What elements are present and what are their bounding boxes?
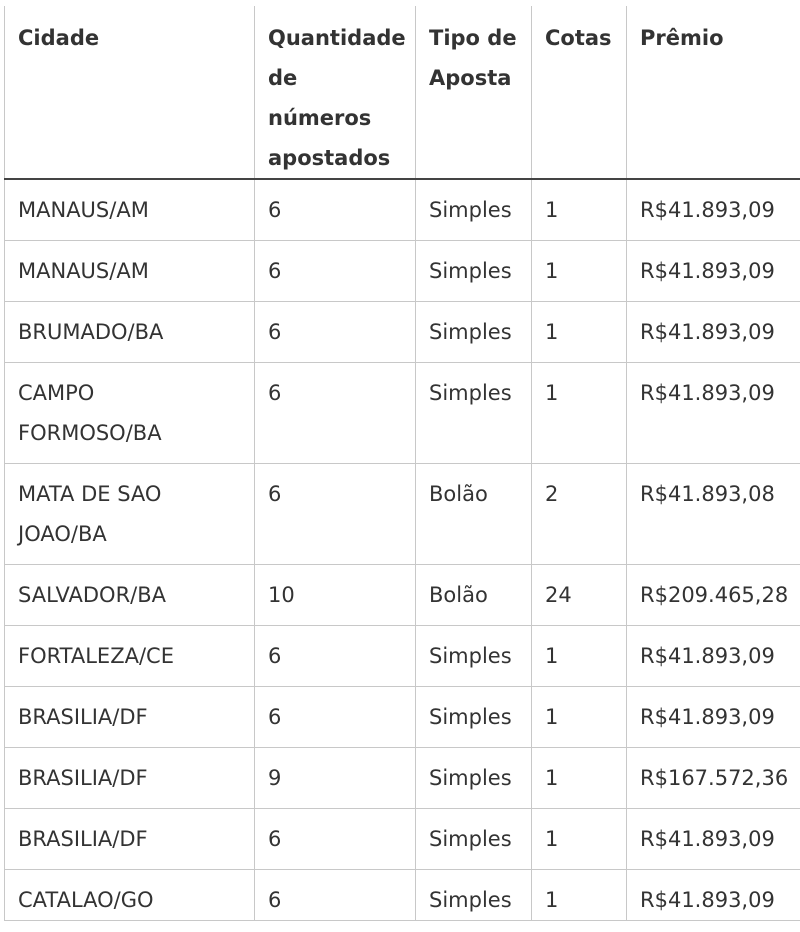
cell-premio: R$41.893,09 (627, 687, 800, 748)
cell-tipo: Simples (416, 626, 532, 687)
cell-tipo: Simples (416, 302, 532, 363)
table-row (5, 464, 800, 565)
table-row (5, 302, 800, 363)
cell-tipo: Simples (416, 179, 532, 241)
cell-quantidade: 6 (255, 809, 416, 870)
cell-cotas: 1 (532, 687, 627, 748)
table-row (5, 241, 800, 302)
cell-cotas: 1 (532, 241, 627, 302)
cell-quantidade: 6 (255, 363, 416, 464)
cell-quantidade: 6 (255, 179, 416, 241)
header-quantidade: Quantidade de números apostados (255, 6, 416, 179)
table-header (5, 6, 800, 179)
cell-premio: R$41.893,08 (627, 464, 800, 565)
cell-cidade: CAMPO FORMOSO/BA (5, 363, 255, 464)
cell-premio: R$41.893,09 (627, 870, 800, 921)
cell-cotas: 2 (532, 464, 627, 565)
cell-cidade: MATA DE SAO JOAO/BA (5, 464, 255, 565)
table-row (5, 687, 800, 748)
cell-cotas: 24 (532, 565, 627, 626)
table-body (5, 179, 800, 921)
cell-tipo: Simples (416, 748, 532, 809)
table-row (5, 748, 800, 809)
cell-cidade: BRUMADO/BA (5, 302, 255, 363)
cell-tipo: Simples (416, 870, 532, 921)
header-tipo: Tipo de Aposta (416, 6, 532, 179)
cell-premio: R$41.893,09 (627, 809, 800, 870)
cell-cidade: BRASILIA/DF (5, 748, 255, 809)
cell-tipo: Bolão (416, 565, 532, 626)
header-row (5, 6, 800, 179)
table-row (5, 809, 800, 870)
cell-tipo: Simples (416, 241, 532, 302)
cell-premio: R$41.893,09 (627, 179, 800, 241)
cell-tipo: Bolão (416, 464, 532, 565)
header-cidade: Cidade (5, 6, 255, 179)
table-row (5, 565, 800, 626)
cell-premio: R$41.893,09 (627, 302, 800, 363)
cell-quantidade: 6 (255, 464, 416, 565)
cell-quantidade: 6 (255, 241, 416, 302)
cell-cidade: BRASILIA/DF (5, 809, 255, 870)
cell-premio: R$209.465,28 (627, 565, 800, 626)
cell-cotas: 1 (532, 748, 627, 809)
results-table (4, 6, 800, 921)
cell-cidade: FORTALEZA/CE (5, 626, 255, 687)
cell-cidade: CATALAO/GO (5, 870, 255, 921)
cell-premio: R$41.893,09 (627, 241, 800, 302)
table-row (5, 179, 800, 241)
cell-quantidade: 6 (255, 302, 416, 363)
cell-quantidade: 6 (255, 687, 416, 748)
cell-quantidade: 6 (255, 626, 416, 687)
cell-cidade: MANAUS/AM (5, 179, 255, 241)
table-row (5, 870, 800, 921)
cell-quantidade: 9 (255, 748, 416, 809)
cell-cotas: 1 (532, 626, 627, 687)
table-row (5, 626, 800, 687)
cell-cidade: BRASILIA/DF (5, 687, 255, 748)
table-row (5, 363, 800, 464)
cell-cotas: 1 (532, 809, 627, 870)
cell-premio: R$41.893,09 (627, 363, 800, 464)
cell-premio: R$167.572,36 (627, 748, 800, 809)
cell-quantidade: 10 (255, 565, 416, 626)
cell-quantidade: 6 (255, 870, 416, 921)
cell-tipo: Simples (416, 687, 532, 748)
cell-premio: R$41.893,09 (627, 626, 800, 687)
cell-tipo: Simples (416, 809, 532, 870)
cell-cotas: 1 (532, 302, 627, 363)
cell-cotas: 1 (532, 363, 627, 464)
cell-tipo: Simples (416, 363, 532, 464)
header-premio: Prêmio (627, 6, 800, 179)
cell-cidade: SALVADOR/BA (5, 565, 255, 626)
cell-cotas: 1 (532, 870, 627, 921)
cell-cidade: MANAUS/AM (5, 241, 255, 302)
header-cotas: Cotas (532, 6, 627, 179)
cell-cotas: 1 (532, 179, 627, 241)
